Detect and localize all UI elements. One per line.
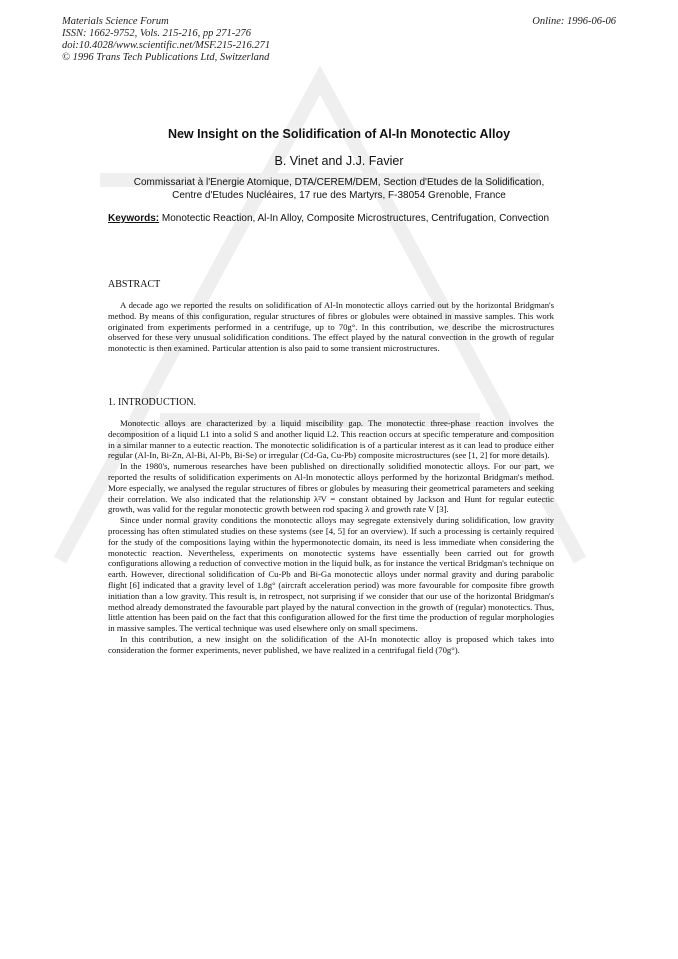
online-date: Online: 1996-06-06 <box>532 16 616 27</box>
abstract-paragraph: A decade ago we reported the results on solidification of Al-In monotectic alloys carried out by the horizontal Bridgman's method. By means of this configuration, regular structures of fibres or globules were obtained in massive samples. This work originated from experiments performed in a centrifuge, up to 70g°. In this contribution, we describe the microstructures observed for these very unusual solidification conditions. The effect played by the natural convection in the growth of regular monotectic is then examined. Particular attention is also paid to some transient microstructures. <box>108 300 554 354</box>
affiliation-line-2: Centre d'Etudes Nucléaires, 17 rue des Martyrs, F-38054 Grenoble, France <box>172 190 506 201</box>
keywords-label: Keywords: <box>108 213 160 224</box>
abstract-heading: ABSTRACT <box>108 279 161 290</box>
paper-authors: B. Vinet and J.J. Favier <box>274 154 404 168</box>
intro-paragraph-3: Since under normal gravity conditions the monotectic alloys may segregate extensively during solidification, low gravity processing has often stimulated studies on these systems (see [4, 5] for an overview). If such a processing is certainly required for the study of the compositions laying within the hypermonotectic domain, its need is less immediate when considering the monotectic reaction. Nevertheless, experiments on monotectic systems have essentially been carried out for growth configurations allowing a reduction of convective motion in the liquid bulk, as for instance the vertical Bridgman's technique on earth. However, directional solidification of Cu-Pb and Bi-Ga monotectic alloys under normal gravity and during parabolic flight [6] indicated that a gravity level of 1.8g° (aircraft acceleration period) was more favourable for composite fibre growth initiation than a low gravity. This result is, in retrospect, not surprising if we consider that our use of the horizontal Bridgman's method already demonstrated the favourable part played by the natural convection in the growth of (regular) monotectics. Thus, little attention has been paid on the fact that this configuration allowed for the first time the production of regular morphologies in massive samples. The vertical technique was used elsewhere only on small specimens. <box>108 515 554 634</box>
intro-paragraph-4: In this contribution, a new insight on the solidification of the Al-In monotectic alloy is proposed which takes into consideration the former experiments, never published, we have realized in a centrifugal field (70g°). <box>108 633 554 655</box>
doi-link[interactable]: doi:10.4028/www.scientific.net/MSF.215-216.271 <box>62 40 271 51</box>
affiliation-line-1: Commissariat à l'Energie Atomique, DTA/CEREM/DEM, Section d'Etudes de la Solidification, <box>133 177 545 188</box>
introduction-body <box>108 418 554 656</box>
affiliation <box>0 176 678 202</box>
journal-name: Materials Science Forum <box>62 16 169 27</box>
copyright-line: © 1996 Trans Tech Publications Ltd, Switzerland <box>62 52 270 63</box>
intro-paragraph-2: In the 1980's, numerous researches have been published on directionally solidified monotectic alloys. For our part, we reported the results of solidification experiments on Al-In monotectic alloys performed by the horizontal Bridgman's method. More especially, we analysed the regular structures of fibres or globules by measuring their geometrical parameters and seeking their correlation. We also indicated that the relationship λ²V = constant obtained by Jackson and Hunt for regular eutectic growth, was valid for the regular monotectic growth between rod spacing λ and growth rate V [3]. <box>108 461 554 515</box>
journal-header <box>62 16 270 64</box>
abstract-body <box>108 300 554 354</box>
intro-paragraph-1: Monotectic alloys are characterized by a liquid miscibility gap. The monotectic three-phase reaction involves the decomposition of a liquid L1 into a solid S and another liquid L2. This reaction occurs at specific temperature and composition in a similar manner to a eutectic reaction. The monotectic solidification is of a particular interest as it can lead to produce either regular (Al-In, Bi-Zn, Al-Bi, Al-Pb, Bi-Se) or irregular (Cd-Ga, Cu-Pb) composite microstructures (see [1, 2] for more details). <box>108 418 554 461</box>
keywords <box>108 212 554 225</box>
issn-line: ISSN: 1662-9752, Vols. 215-216, pp 271-276 <box>62 28 251 39</box>
keywords-text: Monotectic Reaction, Al-In Alloy, Composite Microstructures, Centrifugation, Convection <box>161 213 550 224</box>
paper-title: New Insight on the Solidification of Al-In Monotectic Alloy <box>167 127 511 141</box>
introduction-heading: 1. INTRODUCTION. <box>108 397 197 408</box>
